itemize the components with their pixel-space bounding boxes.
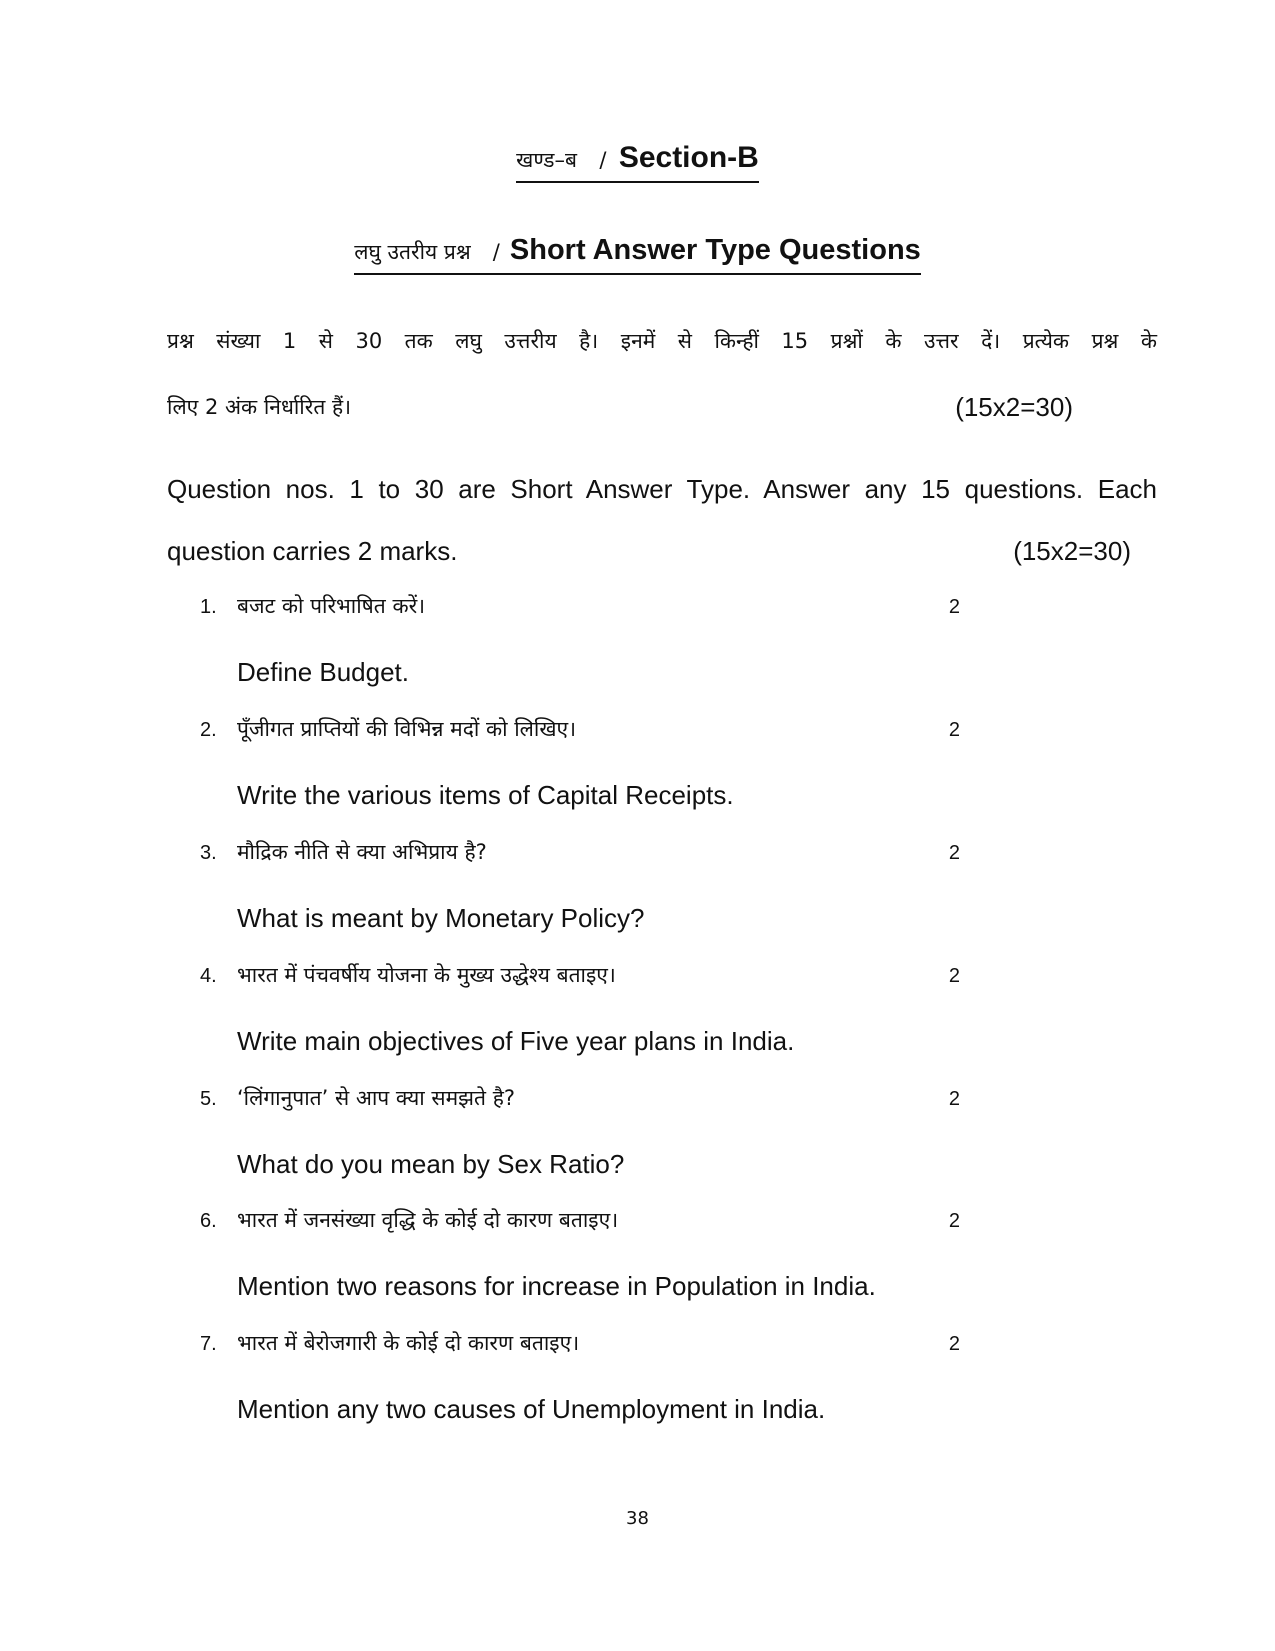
subtitle-underlined: [354, 230, 921, 275]
question-7: [200, 1329, 960, 1425]
instructions-english-line2: question carries 2 marks.: [167, 536, 458, 566]
question-number: 6.: [200, 1210, 217, 1232]
instructions-english-marks: (15x2=30): [1013, 536, 1131, 566]
question-hindi-row: [200, 838, 960, 878]
question-3: [200, 838, 960, 934]
question-hindi: मौद्रिक नीति से क्या अभिप्राय है?: [237, 840, 487, 864]
question-hindi-row: [200, 961, 960, 1001]
question-number: 4.: [200, 965, 217, 987]
question-hindi: भारत में पंचवर्षीय योजना के मुख्य उद्धेश्य बताइए।: [237, 963, 616, 987]
question-hindi: बजट को परिभाषित करें।: [237, 594, 426, 618]
question-number: 1.: [200, 596, 217, 618]
subtitle-english: Short Answer Type Questions: [509, 234, 921, 266]
instructions-hindi: [167, 308, 1157, 440]
subtitle: [0, 230, 1275, 275]
question-marks: 2: [948, 842, 960, 864]
section-title-english: Section-B: [618, 141, 759, 174]
question-hindi-row: [200, 592, 960, 632]
page-number: 38: [626, 1508, 649, 1529]
question-4: [200, 961, 960, 1057]
question-english: Define Budget.: [237, 657, 410, 687]
instructions-english: [167, 458, 1157, 582]
question-marks: 2: [948, 596, 960, 618]
instructions-hindi-marks: (15x2=30): [955, 392, 1073, 422]
question-english: What is meant by Monetary Policy?: [237, 903, 645, 933]
subtitle-separator: /: [492, 240, 500, 264]
section-title: [0, 138, 1275, 183]
instructions-english-line1: Question nos. 1 to 30 are Short Answer Type. Answer any 15 questions. Each: [167, 474, 1157, 504]
subtitle-hindi: लघु उतरीय प्रश्न: [354, 240, 471, 264]
section-title-underlined: [516, 138, 759, 183]
question-number: 7.: [200, 1333, 217, 1355]
question-hindi-row: [200, 715, 960, 755]
question-hindi: भारत में जनसंख्या वृद्धि के कोई दो कारण बताइए।: [237, 1208, 619, 1232]
question-english: Mention two reasons for increase in Population in India.: [237, 1271, 876, 1301]
question-english: Mention any two causes of Unemployment in India.: [237, 1394, 826, 1424]
question-number: 2.: [200, 719, 217, 741]
question-1: [200, 592, 960, 688]
question-hindi-row: [200, 1084, 960, 1124]
question-marks: 2: [948, 719, 960, 741]
question-english: Write the various items of Capital Receipts.: [237, 780, 734, 810]
question-hindi: ‘लिंगानुपात’ से आप क्या समझते है?: [237, 1086, 515, 1110]
instructions-english-line2-row: [167, 520, 1157, 582]
question-6: [200, 1206, 960, 1302]
section-title-separator: /: [599, 148, 607, 172]
instructions-hindi-line2-row: [167, 374, 1157, 440]
question-number: 5.: [200, 1088, 217, 1110]
question-hindi: भारत में बेरोजगारी के कोई दो कारण बताइए।: [237, 1331, 580, 1355]
question-hindi-row: [200, 1206, 960, 1246]
question-marks: 2: [948, 965, 960, 987]
question-english: Write main objectives of Five year plans in India.: [237, 1026, 795, 1056]
question-marks: 2: [948, 1333, 960, 1355]
question-marks: 2: [948, 1088, 960, 1110]
section-title-hindi: खण्ड–ब: [516, 148, 578, 172]
instructions-hindi-line1: प्रश्न संख्या 1 से 30 तक लघु उत्तरीय है। इनमें से किन्हीं 15 प्रश्नों के उत्तर दें। प्रत्येक प्रश्न के: [167, 329, 1157, 353]
question-english: What do you mean by Sex Ratio?: [237, 1149, 625, 1179]
question-5: [200, 1084, 960, 1180]
question-number: 3.: [200, 842, 217, 864]
question-hindi: पूँजीगत प्राप्तियों की विभिन्न मदों को लिखिए।: [237, 717, 577, 741]
question-hindi-row: [200, 1329, 960, 1369]
question-2: [200, 715, 960, 811]
question-marks: 2: [948, 1210, 960, 1232]
instructions-hindi-line2: लिए 2 अंक निर्धारित हैं।: [167, 395, 352, 419]
